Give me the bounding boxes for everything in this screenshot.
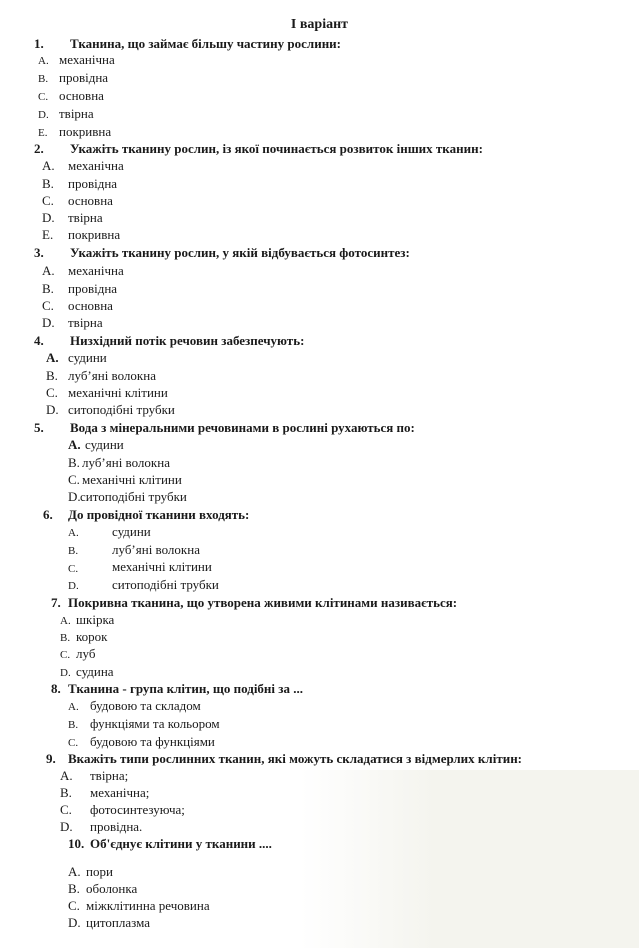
option-text: твірна xyxy=(68,315,103,330)
option-text: луб’яні волокна xyxy=(112,542,200,557)
option-letter: A. xyxy=(42,263,55,278)
question-number: 7. xyxy=(51,595,61,610)
option-letter: D. xyxy=(46,402,59,417)
question-number: 10. xyxy=(68,836,85,851)
question-number: 6. xyxy=(43,507,53,522)
option-letter: A. xyxy=(46,350,59,365)
option-letter: B. xyxy=(38,73,49,85)
option-text: корок xyxy=(76,629,108,644)
page-title: І варіант xyxy=(290,17,349,32)
option-text: механічна xyxy=(68,158,124,173)
option-letter: C. xyxy=(68,737,79,749)
option-text: провідна xyxy=(59,70,109,85)
question-text: Вкажіть типи рослинних тканин, які можуть складатися з відмерлих клітин: xyxy=(68,751,523,766)
option-text: механічні клітини xyxy=(68,385,168,400)
option-letter: A. xyxy=(68,701,79,713)
option-text: будовою та функціями xyxy=(90,734,215,749)
option-text: ситоподібні трубки xyxy=(68,402,175,417)
option-text: ситоподібні трубки xyxy=(112,577,219,592)
option-text: судини xyxy=(85,437,124,452)
option-text: провідна xyxy=(68,281,118,296)
option-text: твірна xyxy=(59,106,94,121)
option-text: шкірка xyxy=(76,612,115,627)
option-letter: C. xyxy=(68,898,80,913)
option-letter: A. xyxy=(60,768,73,783)
option-letter: B. xyxy=(68,881,80,896)
option-letter: C. xyxy=(68,472,80,487)
option-letter: D. xyxy=(60,667,71,679)
option-text: фотосинтезуюча; xyxy=(90,802,185,817)
option-text: основна xyxy=(68,193,113,208)
question-number: 8. xyxy=(51,681,61,696)
option-letter: B. xyxy=(60,632,71,644)
option-text: основна xyxy=(59,88,104,103)
option-letter: C. xyxy=(60,649,71,661)
option-letter: C. xyxy=(68,563,79,575)
option-text: покривна xyxy=(59,124,112,139)
option-letter: D. xyxy=(60,819,73,834)
option-letter: A. xyxy=(68,864,81,879)
option-letter: B. xyxy=(46,368,58,383)
question-text: Покривна тканина, що утворена живими клітинами називається: xyxy=(68,595,458,610)
option-text: міжклітинна речовина xyxy=(86,898,210,913)
option-text: луб’яні волокна xyxy=(82,455,170,470)
question-text: Низхідний потік речовин забезпечують: xyxy=(70,333,305,348)
option-letter: B. xyxy=(60,785,72,800)
question-text: Об'єднує клітини у тканини .... xyxy=(90,836,272,851)
option-letter: E. xyxy=(38,127,48,139)
option-text: покривна xyxy=(68,227,121,242)
option-letter: A. xyxy=(68,437,81,452)
option-text: судини xyxy=(112,524,151,539)
option-letter: C. xyxy=(42,298,54,313)
option-letter: B. xyxy=(42,281,54,296)
option-text: будовою та складом xyxy=(90,698,201,713)
option-letter: E. xyxy=(42,227,54,242)
option-letter: B. xyxy=(42,176,54,191)
option-letter: D. xyxy=(68,580,79,592)
option-letter: D. xyxy=(42,210,55,225)
option-letter: D. xyxy=(68,915,81,930)
question-number: 3. xyxy=(34,245,44,260)
option-letter: A. xyxy=(38,55,49,67)
question-number: 5. xyxy=(34,420,44,435)
question-text: Укажіть тканину рослин, із якої починається розвиток інших тканин: xyxy=(70,141,483,156)
question-number: 1. xyxy=(34,36,44,51)
option-letter: C. xyxy=(38,91,49,103)
option-text: твірна xyxy=(68,210,103,225)
option-text: оболонка xyxy=(86,881,138,896)
option-letter: B. xyxy=(68,545,79,557)
option-text: механічна xyxy=(59,52,115,67)
option-letter: D. xyxy=(38,109,49,121)
option-text: основна xyxy=(68,298,113,313)
option-text: луб xyxy=(76,646,96,661)
question-text: До провідної тканини входять: xyxy=(68,507,250,522)
option-text: пори xyxy=(86,864,113,879)
question-text: Тканина - група клітин, що подібні за ... xyxy=(68,681,304,696)
option-letter: B. xyxy=(68,455,80,470)
option-text: цитоплазма xyxy=(86,915,150,930)
option-letter: D. xyxy=(68,489,81,504)
question-number: 4. xyxy=(34,333,44,348)
option-text: луб’яні волокна xyxy=(68,368,156,383)
option-letter: A. xyxy=(68,527,79,539)
option-text: ситоподібні трубки xyxy=(80,489,187,504)
option-letter: C. xyxy=(42,193,54,208)
option-text: функціями та кольором xyxy=(90,716,220,731)
option-letter: D. xyxy=(42,315,55,330)
option-letter: A. xyxy=(60,615,71,627)
option-text: судина xyxy=(76,664,114,679)
question-number: 2. xyxy=(34,141,44,156)
option-text: механічні клітини xyxy=(82,472,182,487)
question-number: 9. xyxy=(46,751,56,766)
option-letter: A. xyxy=(42,158,55,173)
question-text: Тканина, що займає більшу частину рослини: xyxy=(70,36,342,51)
option-letter: C. xyxy=(60,802,72,817)
option-text: механічна xyxy=(68,263,124,278)
option-text: твірна; xyxy=(90,768,129,783)
option-letter: C. xyxy=(46,385,58,400)
paper-shadow xyxy=(300,770,639,948)
option-text: провідна. xyxy=(90,819,143,834)
option-text: механічна; xyxy=(90,785,150,800)
question-text: Укажіть тканину рослин, у якій відбувається фотосинтез: xyxy=(70,245,410,260)
option-letter: B. xyxy=(68,719,79,731)
option-text: судини xyxy=(68,350,107,365)
option-text: механічні клітини xyxy=(112,559,212,574)
option-text: провідна xyxy=(68,176,118,191)
question-text: Вода з мінеральними речовинами в рослині рухаються по: xyxy=(70,420,415,435)
